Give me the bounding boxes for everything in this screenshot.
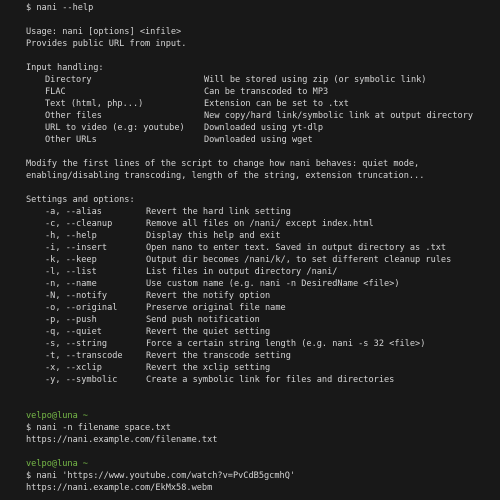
- option-row: [26, 302, 500, 314]
- option-flag: -p, --push: [45, 315, 97, 325]
- option-flag: -N, --notify: [45, 291, 108, 301]
- input-type: FLAC: [45, 87, 66, 97]
- option-row: [26, 206, 500, 218]
- option-description: Revert the quiet setting: [146, 327, 271, 337]
- option-description: Force a certain string length (e.g. nani -s 32 <file>): [146, 339, 426, 349]
- option-description: Create a symbolic link for files and directories: [146, 375, 395, 385]
- options-list: [26, 206, 500, 386]
- option-description: Revert the transcode setting: [146, 351, 291, 361]
- input-type: Directory: [45, 75, 92, 85]
- command-line: $ nani --help: [26, 3, 94, 13]
- option-row: [26, 254, 500, 266]
- settings-heading: Settings and options:: [26, 195, 135, 205]
- prompt-dir: ~: [82, 411, 88, 421]
- input-handling-row: [26, 98, 500, 110]
- option-description: Revert the xclip setting: [146, 363, 271, 373]
- input-type: Other URLs: [45, 135, 97, 145]
- input-type-description: New copy/hard link/symbolic link at output directory: [204, 111, 474, 121]
- command-line: $ nani -n filename space.txt: [26, 423, 171, 433]
- option-row: [26, 242, 500, 254]
- option-row: [26, 314, 500, 326]
- option-row: [26, 326, 500, 338]
- input-handling-row: [26, 110, 500, 122]
- option-row: [26, 218, 500, 230]
- input-type: Text (html, php...): [45, 99, 144, 109]
- prompt-host: luna: [57, 459, 78, 469]
- prompt-dir: ~: [82, 459, 88, 469]
- option-flag: -h, --help: [45, 231, 97, 241]
- option-flag: -n, --name: [45, 279, 97, 289]
- option-flag: -q, --quiet: [45, 327, 102, 337]
- option-row: [26, 278, 500, 290]
- prompt-at: @: [51, 459, 58, 469]
- option-description: Send push notification: [146, 315, 260, 325]
- option-flag: -i, --insert: [45, 243, 108, 253]
- input-handling-heading: Input handling:: [26, 63, 104, 73]
- command-output: https://nani.example.com/EkMx58.webm: [26, 483, 213, 493]
- option-flag: -c, --cleanup: [45, 219, 113, 229]
- option-flag: -l, --list: [45, 267, 97, 277]
- input-handling-list: [26, 74, 500, 146]
- session-2: [26, 458, 500, 494]
- description-text: Provides public URL from input.: [26, 39, 187, 49]
- option-flag: -a, --alias: [45, 207, 102, 217]
- session-1: [26, 410, 500, 446]
- prompt-host: luna: [57, 411, 78, 421]
- input-handling-row: [26, 122, 500, 134]
- prompt-user: velpo: [26, 459, 52, 469]
- input-type-description: Can be transcoded to MP3: [204, 87, 329, 97]
- prompt: [26, 410, 500, 422]
- prompt-at: @: [51, 411, 58, 421]
- input-handling-row: [26, 74, 500, 86]
- option-description: Display this help and exit: [146, 231, 281, 241]
- option-description: Revert the hard link setting: [146, 207, 291, 217]
- option-row: [26, 374, 500, 386]
- option-row: [26, 230, 500, 242]
- option-description: Remove all files on /nani/ except index.html: [146, 219, 374, 229]
- option-description: Open nano to enter text. Saved in output directory as .txt: [146, 243, 447, 253]
- option-row: [26, 350, 500, 362]
- input-type: Other files: [45, 111, 102, 121]
- option-description: List files in output directory /nani/: [146, 267, 338, 277]
- input-type: URL to video (e.g: youtube): [45, 123, 185, 133]
- option-description: Revert the notify option: [146, 291, 271, 301]
- option-description: Use custom name (e.g. nani -n DesiredName <file>): [146, 279, 400, 289]
- command-output: https://nani.example.com/filename.txt: [26, 435, 218, 445]
- prompt: [26, 458, 500, 470]
- input-type-description: Extension can be set to .txt: [204, 99, 349, 109]
- prompt-user: velpo: [26, 411, 52, 421]
- option-flag: -s, --string: [45, 339, 108, 349]
- modify-text-1: Modify the first lines of the script to change how nani behaves: quiet mode,: [26, 159, 420, 169]
- option-row: [26, 266, 500, 278]
- input-handling-row: [26, 86, 500, 98]
- input-type-description: Will be stored using zip (or symbolic link): [204, 75, 427, 85]
- option-row: [26, 338, 500, 350]
- option-description: Preserve original file name: [146, 303, 286, 313]
- option-flag: -y, --symbolic: [45, 375, 118, 385]
- option-row: [26, 362, 500, 374]
- option-flag: -t, --transcode: [45, 351, 123, 361]
- command-line: $ nani 'https://www.youtube.com/watch?v=PvCdB5gcmhQ': [26, 471, 296, 481]
- input-type-description: Downloaded using wget: [204, 135, 313, 145]
- input-handling-row: [26, 134, 500, 146]
- input-type-description: Downloaded using yt-dlp: [204, 123, 323, 133]
- option-flag: -o, --original: [45, 303, 118, 313]
- option-flag: -x, --xclip: [45, 363, 102, 373]
- option-row: [26, 290, 500, 302]
- modify-text-2: enabling/disabling transcoding, length of the string, extension truncation...: [26, 171, 425, 181]
- usage-text: Usage: nani [options] <infile>: [26, 27, 182, 37]
- option-flag: -k, --keep: [45, 255, 97, 265]
- option-description: Output dir becomes /nani/k/, to set different cleanup rules: [146, 255, 452, 265]
